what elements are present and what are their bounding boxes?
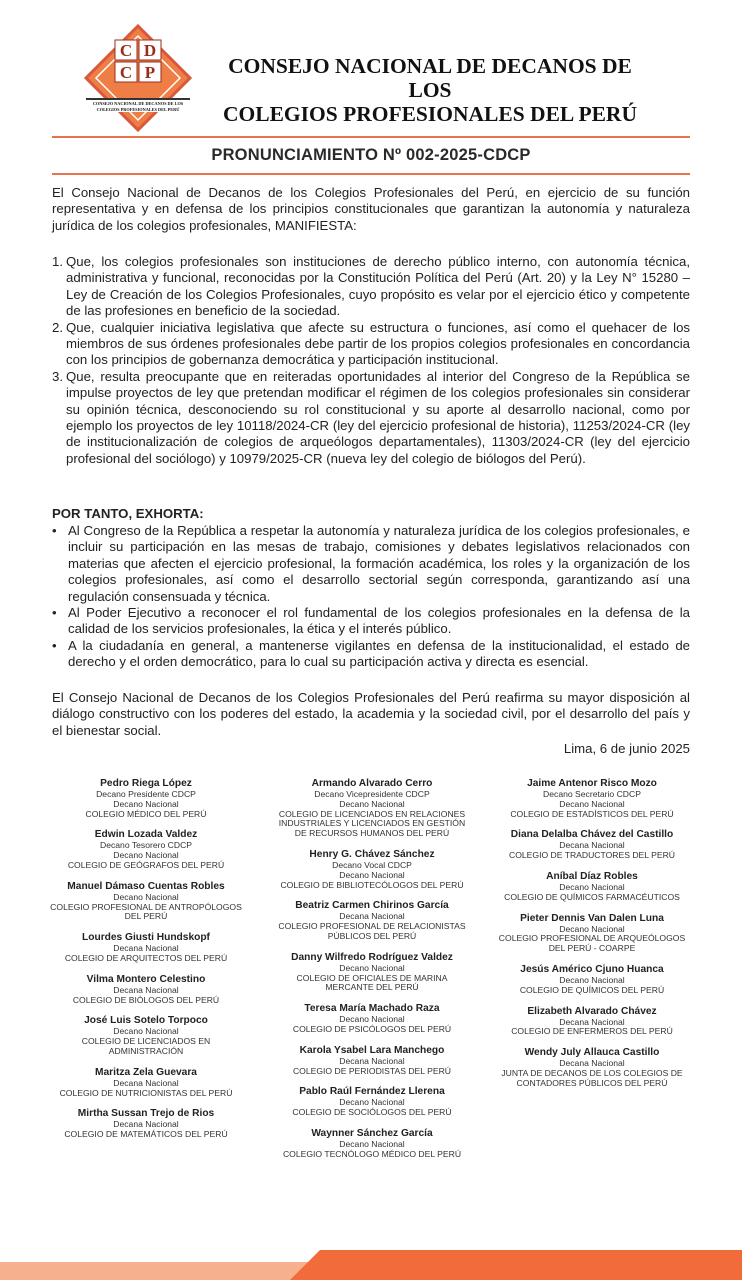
logo-letter-c2: C <box>119 63 133 82</box>
signatory-role: Decano Vocal CDCP <box>332 859 412 870</box>
signature-block <box>258 952 486 993</box>
signatory-college: MERCANTE DEL PERÚ <box>325 982 419 993</box>
exhortation-text: Al Poder Ejecutivo a reconocer el rol fundamental de los colegios profesionales en la defensa de la calidad de los servicios profesionales, la ética y el interés público. <box>68 605 690 637</box>
bullet-icon: • <box>52 637 57 653</box>
signature-block <box>32 974 260 1006</box>
signatory-name: Pieter Dennis Van Dalen Luna <box>520 912 664 924</box>
signatory-name: Jaime Antenor Risco Mozo <box>527 778 657 789</box>
signature-block <box>478 1006 706 1038</box>
signatory-college: COLEGIO DE LICENCIADOS EN RELACIONES <box>278 808 466 819</box>
signatory-name: Teresa María Machado Raza <box>304 1003 440 1015</box>
logo-letter-d: D <box>143 41 157 60</box>
signatory-name: Mirtha Sussan Trejo de Rios <box>77 1108 215 1120</box>
closing-paragraph: El Consejo Nacional de Decanos de los Colegios Profesionales del Perú reafirma su mayor disposición al diálogo constructivo con los poderes del estado, la academia y la sociedad civil, por el desarrollo del país y el bienestar social. <box>52 690 690 738</box>
signature-block <box>258 900 486 941</box>
signatory-role: Decano Secretario CDCP <box>543 789 641 799</box>
signatory-role: Decano Nacional <box>113 798 179 809</box>
signatory-college: COLEGIO DE ARQUITECTOS DEL PERÚ <box>64 952 228 963</box>
point-text: Que, resulta preocupante que en reiteradas oportunidades al interior del Congreso de la República se impulse proyectos de ley que pretendan modificar el régimen de los colegios profesionales sin considerar su opinión técnica, desconociendo su rol constitucional y su aporte al desarrollo nacional, como por ejemplo los proyectos de ley 10118/2024-CR (ley del ejercicio profesional de historia), 11253/2024-CR (ley de institucionalización de colegios de arqueólogos departamentales), 11303/2024-CR (ley del ejercicio profesional del sociólogo) y 10979/2025-CR (nueva ley del colegio de biólogos del Perú). <box>66 368 690 466</box>
signature-block <box>478 829 706 861</box>
signatory-role: Decano Nacional <box>339 1097 405 1108</box>
exhortation-item <box>52 638 690 671</box>
signatory-name: José Luis Sotelo Torpoco <box>84 1015 208 1027</box>
signatory-name: Pedro Riega López <box>100 778 192 789</box>
point-text: Que, cualquier iniciativa legislativa que afecte su estructura o funciones, así como el quehacer de los miembros de sus órdenes profesionales debe partir de los propios colegios profesionales en concordancia con los principios de gobernanza democrática y participación institucional. <box>66 319 690 368</box>
signatory-name: Elizabeth Alvarado Chávez <box>527 1005 657 1017</box>
signatory-role: Decano Nacional <box>559 974 625 985</box>
manifesto-point <box>52 369 690 467</box>
signature-block <box>32 1108 260 1140</box>
intro-paragraph: El Consejo Nacional de Decanos de los Colegios Profesionales del Perú, en ejercicio de su función representativa y en defensa de los principios constitucionales que garantizan la autonomía y naturaleza jurídica de los colegios profesionales, MANIFIESTA: <box>52 185 690 233</box>
signatory-college: ADMINISTRACIÓN <box>108 1045 184 1056</box>
signatory-college: COLEGIO DE QUÍMICOS DEL PERÚ <box>519 984 665 995</box>
manifesto-point <box>52 320 690 369</box>
signatory-role: Decano Nacional <box>339 869 405 880</box>
signatory-name: Karola Ysabel Lara Manchego <box>299 1044 445 1056</box>
signatory-name: Vilma Montero Celestino <box>86 973 206 985</box>
signature-block <box>32 778 260 819</box>
footer-accent-band <box>0 1250 742 1280</box>
signature-block <box>32 932 260 964</box>
signatory-college: COLEGIO DE GEÓGRAFOS DEL PERÚ <box>67 859 225 870</box>
signatory-role: Decano Nacional <box>559 881 625 892</box>
signatory-role: Decano Nacional <box>113 1026 179 1037</box>
signatory-college: COLEGIO DE LICENCIADOS EN <box>81 1036 211 1047</box>
signature-block <box>32 881 260 922</box>
signatory-role: Decano Nacional <box>339 798 405 809</box>
signature-block <box>258 778 486 839</box>
signature-block <box>258 1128 486 1160</box>
signatory-college: COLEGIO DE PSICÓLOGOS DEL PERÚ <box>292 1023 452 1034</box>
exhortation-text: Al Congreso de la República a respetar la autonomía y naturaleza jurídica de los colegios profesionales, e incluir su participación en las mesas de trabajo, comisiones y debates legislativos relacionados con materias que afecten el ejercicio profesional, la formación académica, los roles y la organización de los colegios profesionales, así como el desarrollo sectorial según corresponda, garantizando así una regulación consensuada y técnica. <box>68 523 690 604</box>
signatory-college: COLEGIO PROFESIONAL DE ARQUEÓLOGOS <box>498 933 686 944</box>
bullet-icon: • <box>52 605 57 621</box>
logo-diamond <box>86 26 190 130</box>
point-number: 3. <box>52 368 63 384</box>
signature-block <box>258 1045 486 1077</box>
signatory-role: Decana Nacional <box>113 1077 179 1088</box>
exhortation-text: A la ciudadanía en general, a mantenerse vigilantes en defensa de la institucionalidad, el estado de derecho y el orden democrático, para lo cual su participación activa y directa es esencial. <box>68 637 690 670</box>
signatory-role: Decano Presidente CDCP <box>96 789 196 799</box>
signatory-college: DEL PERÚ <box>124 911 168 922</box>
header-rule-top <box>52 136 690 138</box>
logo-caption: CONSEJO NACIONAL DE DECANOS DE LOS COLEGIOS PROFESIONALES DEL PERÚ <box>86 98 190 112</box>
signatory-role: Decano Nacional <box>339 1138 405 1149</box>
signatory-role: Decana Nacional <box>339 1055 405 1066</box>
signatory-role: Decano Nacional <box>559 798 625 809</box>
exhortation-item <box>52 605 690 638</box>
point-number: 1. <box>52 254 63 269</box>
date-line: Lima, 6 de junio 2025 <box>563 741 690 756</box>
signatory-college: COLEGIO DE ENFERMEROS DEL PERÚ <box>511 1026 673 1037</box>
signatory-name: Diana Delalba Chávez del Castillo <box>510 829 674 841</box>
manifesto-points <box>52 254 690 467</box>
signatory-role: Decano Vicepresidente CDCP <box>314 789 430 799</box>
signatory-name: Beatriz Carmen Chirinos García <box>295 900 449 912</box>
signatory-role: Decana Nacional <box>113 984 179 995</box>
signature-column-1 <box>32 778 260 1150</box>
signatory-name: Waynner Sánchez García <box>311 1127 433 1139</box>
exhortation-list <box>52 523 690 671</box>
signatory-college: PÚBLICOS DEL PERÚ <box>327 930 417 941</box>
signatory-college: COLEGIO DE SOCIÓLOGOS DEL PERÚ <box>292 1107 452 1118</box>
logo-letter-p: P <box>144 63 156 82</box>
signatory-college: COLEGIO DE PERIODISTAS DEL PERÚ <box>292 1065 452 1076</box>
manifesto-point <box>52 254 690 320</box>
signature-block <box>32 829 260 870</box>
signatory-name: Danny Wilfredo Rodríguez Valdez <box>291 951 453 963</box>
signature-block <box>258 1086 486 1118</box>
signatory-role: Decana Nacional <box>113 1119 179 1130</box>
signatory-college: COLEGIO DE BIÓLOGOS DEL PERÚ <box>72 994 220 1005</box>
point-text: Que, los colegios profesionales son instituciones de derecho público interno, con autonomía técnica, administrativa y funcional, reconocidas por la Constitución Política del Perú (Art. 20) y la Ley N° 15280 – Ley de Creación de los Colegios Profesionales, cuyo propósito es velar por el ejercicio ético y competente de las profesiones en beneficio de la sociedad. <box>66 254 690 319</box>
organization-title-line1: CONSEJO NACIONAL DE DECANOS DE LOS <box>228 54 632 102</box>
document-header <box>52 24 692 134</box>
signatory-college: COLEGIO TECNÓLOGO MÉDICO DEL PERÚ <box>282 1148 462 1159</box>
signatory-role: Decana Nacional <box>339 911 405 922</box>
exhortation-item <box>52 523 690 605</box>
signatory-college: COLEGIO DE QUÍMICOS FARMACÉUTICOS <box>504 891 680 902</box>
signature-block <box>32 1067 260 1099</box>
signature-column-3 <box>478 778 706 1099</box>
signatory-college: CONTADORES PÚBLICOS DEL PERÚ <box>516 1077 668 1088</box>
signatory-college: COLEGIO MÉDICO DEL PERÚ <box>85 808 207 819</box>
signatory-college: INDUSTRIALES Y LICENCIADOS EN GESTIÓN <box>278 818 466 829</box>
signatory-name: Wendy July Allauca Castillo <box>524 1047 660 1059</box>
signatory-college: COLEGIO DE BIBLIOTECÓLOGOS DEL PERÚ <box>280 879 464 890</box>
signatory-name: Lourdes Giusti Hundskopf <box>82 932 210 944</box>
cdcp-logo <box>84 24 192 132</box>
signatory-college: COLEGIO DE NUTRICIONISTAS DEL PERÚ <box>59 1087 233 1098</box>
signature-column-2 <box>258 778 486 1170</box>
signatory-college: JUNTA DE DECANOS DE LOS COLEGIOS DE <box>501 1067 683 1078</box>
signatory-role: Decana Nacional <box>559 1016 625 1027</box>
organization-title <box>208 54 652 126</box>
signatory-college: COLEGIO DE ESTADÍSTICOS DEL PERÚ <box>510 808 674 819</box>
signatory-role: Decano Nacional <box>559 923 625 934</box>
header-rule-bottom <box>52 173 690 175</box>
signatory-college: COLEGIO PROFESIONAL DE ANTROPÓLOGOS <box>50 901 242 912</box>
point-number: 2. <box>52 319 63 335</box>
signatory-name: Jesús Américo Cjuno Huanca <box>520 963 664 975</box>
signatory-role: Decana Nacional <box>559 840 625 851</box>
signatory-college: DEL PERÚ - COARPE <box>548 943 636 954</box>
signature-block <box>32 1015 260 1056</box>
signatory-role: Decano Nacional <box>113 850 179 861</box>
signature-block <box>258 849 486 890</box>
signature-block <box>478 778 706 819</box>
signature-block <box>258 1003 486 1035</box>
signature-block <box>478 964 706 996</box>
signatory-name: Manuel Dámaso Cuentas Robles <box>67 880 225 892</box>
signatory-college: COLEGIO PROFESIONAL DE RELACIONISTAS <box>278 921 466 932</box>
signatory-role: Decana Nacional <box>113 943 179 954</box>
signature-block <box>478 871 706 903</box>
signatory-name: Edwin Lozada Valdez <box>94 829 198 841</box>
signatory-role: Decano Nacional <box>339 1014 405 1025</box>
signatory-name: Aníbal Díaz Robles <box>546 870 638 882</box>
signatory-college: DE RECURSOS HUMANOS DEL PERÚ <box>294 828 450 839</box>
organization-title-line2: COLEGIOS PROFESIONALES DEL PERÚ <box>223 102 637 126</box>
signatory-role: Decana Nacional <box>559 1058 625 1069</box>
signatory-name: Pablo Raúl Fernández Llerena <box>299 1086 445 1098</box>
signatory-name: Armando Alvarado Cerro <box>311 778 433 789</box>
signatory-college: COLEGIO DE MATEMÁTICOS DEL PERÚ <box>64 1129 228 1140</box>
signatory-college: COLEGIO DE TRADUCTORES DEL PERÚ <box>508 850 676 861</box>
signature-block <box>478 913 706 954</box>
bullet-icon: • <box>52 523 57 538</box>
signatory-college: COLEGIO DE OFICIALES DE MARINA <box>296 972 448 983</box>
signatory-role: Decano Nacional <box>113 891 179 902</box>
exhorta-heading: POR TANTO, EXHORTA: <box>52 506 204 521</box>
signatory-role: Decano Tesorero CDCP <box>99 840 193 851</box>
signatory-role: Decano Nacional <box>339 962 405 973</box>
signature-block <box>478 1047 706 1088</box>
signatory-name: Henry G. Chávez Sánchez <box>309 848 435 860</box>
logo-letter-c1: C <box>119 41 133 60</box>
signatory-name: Maritza Zela Guevara <box>95 1066 197 1078</box>
document-title: PRONUNCIAMIENTO Nº 002-2025-CDCP <box>211 146 531 164</box>
